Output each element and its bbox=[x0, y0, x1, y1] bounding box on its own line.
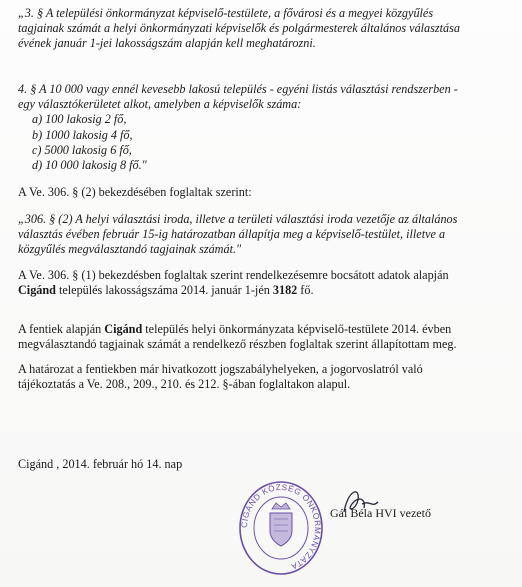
place-date: Cigánd , 2014. február hó 14. nap bbox=[18, 457, 183, 471]
representative-count-list bbox=[18, 112, 506, 173]
quote-306 bbox=[18, 212, 506, 258]
legal-basis-paragraph bbox=[18, 362, 506, 392]
list-item: d) 10 000 lakosig 8 fő." bbox=[32, 158, 147, 173]
text-line: „3. § A települési önkormányzat képviselő-testülete, a fővárosi és a megyei közgyűlés bbox=[18, 6, 434, 20]
text-line: A határozat a fentiekben már hivatkozott jogszabályhelyeken, a jogorvoslatról való bbox=[18, 362, 423, 376]
text-line: évének január 1-jei lakosságszám alapján kell meghatározni. bbox=[18, 36, 316, 51]
text-line: közgyűlés megválasztandó tagjainak számát." bbox=[18, 242, 242, 257]
text-line bbox=[18, 322, 506, 337]
official-stamp bbox=[238, 479, 324, 577]
text-fragment: település lakosságszáma 2014. január 1-jén bbox=[55, 283, 273, 298]
text-line: A Ve. 306. § (1) bekezdésben foglaltak szerint rendelkezésemre bocsátott adatok alapján bbox=[18, 268, 449, 282]
text-line: tagjainak számát a helyi önkormányzati képviselők és polgármesterek általános választása bbox=[18, 21, 460, 36]
population-paragraph bbox=[18, 268, 506, 298]
text-line: 4. § A 10 000 vagy ennél kevesebb lakosú település - egyéni listás választási rendszerben - bbox=[18, 82, 458, 96]
text-line bbox=[18, 283, 506, 298]
stamp-text: CIGÁND KÖZSÉG ÖNKORMÁNYZATA bbox=[239, 482, 323, 572]
text-line: tájékoztatás a Ve. 208., 209., 210. és 212. §-ában foglaltakon alapul. bbox=[18, 377, 351, 392]
text-fragment: fő. bbox=[297, 283, 314, 298]
text-line: egy választókerületet alkot, amelyben a képviselők száma: bbox=[18, 97, 302, 112]
text-fragment: település helyi önkormányzata képviselő-testülete 2014. évben bbox=[142, 322, 452, 336]
list-item: c) 5000 lakosig 6 fő, bbox=[32, 142, 132, 157]
town-name: Cigánd bbox=[18, 283, 56, 298]
decision-paragraph bbox=[18, 322, 506, 352]
text-line: „306. § (2) A helyi választási iroda, illetve a területi választási iroda vezetője az általános bbox=[18, 212, 458, 226]
intro-306: A Ve. 306. § (2) bekezdésében foglaltak szerint: bbox=[18, 185, 252, 199]
coat-of-arms-icon bbox=[270, 503, 292, 546]
paragraph-section-3 bbox=[18, 6, 506, 52]
list-item: a) 100 lakosig 2 fő, bbox=[32, 112, 127, 127]
list-item: b) 1000 lakosig 4 fő, bbox=[32, 127, 133, 142]
signer-name: Gál Béla HVI vezető bbox=[330, 506, 431, 520]
population-count: 3182 bbox=[272, 283, 298, 298]
paragraph-section-4 bbox=[18, 82, 506, 173]
text-fragment: A fentiek alapján bbox=[18, 322, 105, 336]
text-line: választás évében február 15-ig határozatban állapítja meg a képviselő-testület, illetve a bbox=[18, 227, 446, 242]
town-name: Cigánd bbox=[104, 322, 143, 336]
text-line: megválasztandó tagjainak számát a rendelkező részben foglaltak szerint állapítottam meg. bbox=[18, 337, 457, 352]
